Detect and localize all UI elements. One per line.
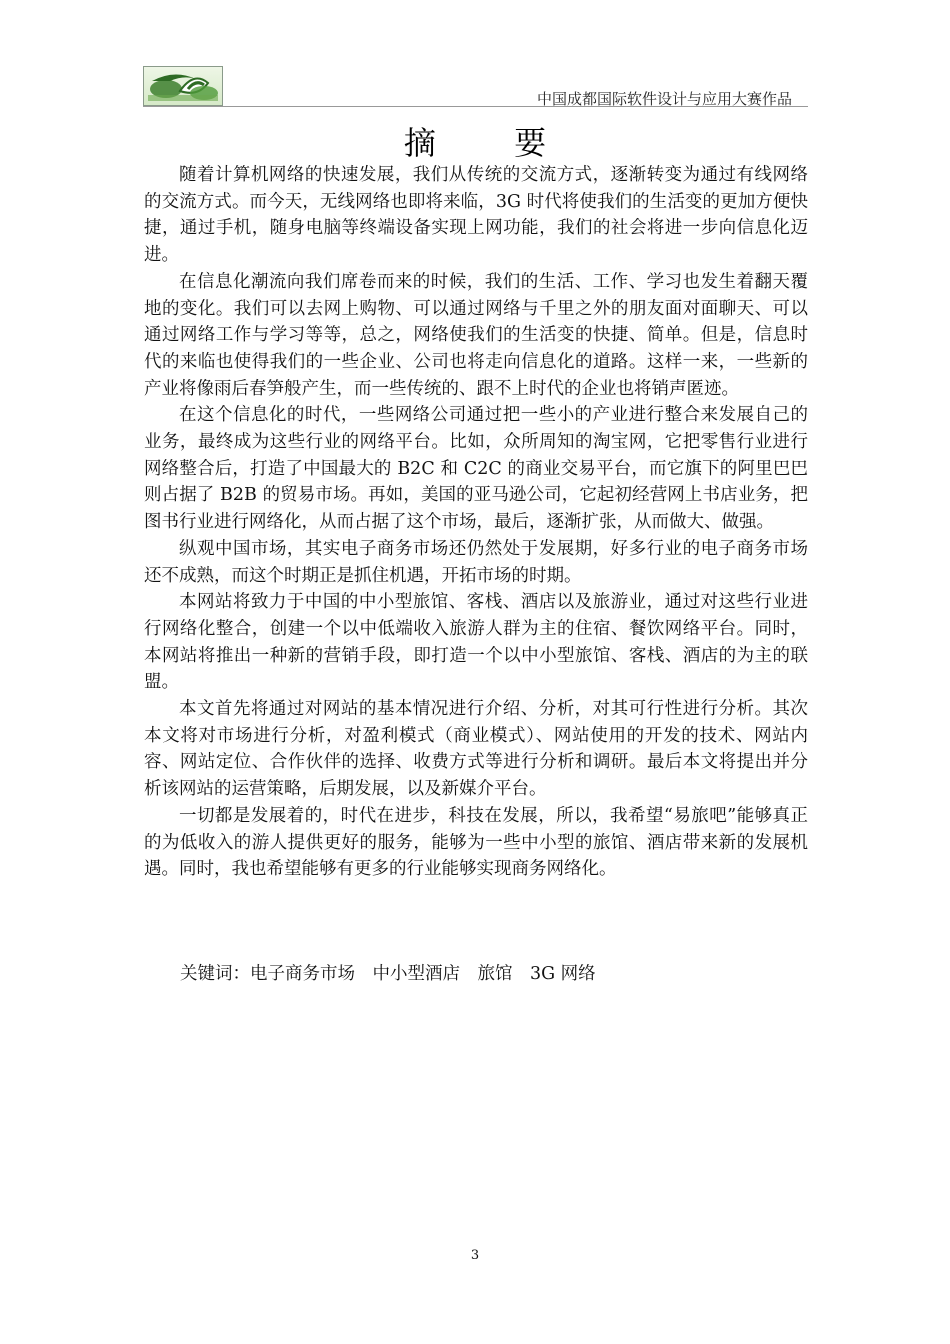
page-number: 3 [470, 1248, 480, 1263]
contest-logo-icon [143, 66, 223, 106]
abstract-body [144, 162, 808, 883]
paragraph-4: 纵观中国市场，其实电子商务市场还仍然处于发展期，好多行业的电子商务市场还不成熟，而这个时期正是抓住机遇，开拓市场的时期。 [144, 538, 808, 586]
keywords: 关键词：电子商务市场 中小型酒店 旅馆 3G 网络 [180, 964, 596, 984]
paragraph-1: 随着计算机网络的快速发展，我们从传统的交流方式，逐渐转变为通过有线网络的交流方式。而今天，无线网络也即将来临，3G 时代将使我们的生活变的更加方便快捷，通过手机，随身电脑等终端设备实现上网功能，我们的社会将进一步向信息化迈进。 [144, 165, 808, 266]
header-title: 中国成都国际软件设计与应用大赛作品 [536, 90, 792, 108]
header-divider [143, 106, 808, 107]
paragraph-6: 本文首先将通过对网站的基本情况进行介绍、分析，对其可行性进行分析。其次本文将对市场进行分析，对盈利模式（商业模式）、网站使用的开发的技术、网站内容、网站定位、合作伙伴的选择、收费方式等进行分析和调研。最后本文将提出并分析该网站的运营策略，后期发展，以及新媒介平台。 [144, 699, 808, 800]
page-title: 摘 要 [403, 124, 581, 162]
paragraph-5: 本网站将致力于中国的中小型旅馆、客栈、酒店以及旅游业，通过对这些行业进行网络化整合，创建一个以中低端收入旅游人群为主的住宿、餐饮网络平台。同时，本网站将推出一种新的营销手段，即打造一个以中小型旅馆、客栈、酒店的为主的联盟。 [144, 592, 808, 693]
paragraph-3: 在这个信息化的时代，一些网络公司通过把一些小的产业进行整合来发展自己的业务，最终成为这些行业的网络平台。比如，众所周知的淘宝网，它把零售行业进行网络整合后，打造了中国最大的 B2C 和 C2C 的商业交易平台，而它旗下的阿里巴巴则占据了 B2B 的贸易市场。再如，美国的亚马逊公司，它起初经营网上书店业务，把图书行业进行网络化，从而占据了这个市场，最后，逐渐扩张，从而做大、做强。 [144, 405, 808, 533]
paragraph-7: 一切都是发展着的，时代在进步，科技在发展，所以，我希望“易旅吧”能够真正的为低收入的游人提供更好的服务，能够为一些中小型的旅馆、酒店带来新的发展机遇。同时，我也希望能够有更多的行业能够实现商务网络化。 [144, 805, 808, 880]
paragraph-2: 在信息化潮流向我们席卷而来的时候，我们的生活、工作、学习也发生着翻天覆地的变化。我们可以去网上购物、可以通过网络与千里之外的朋友面对面聊天、可以通过网络工作与学习等等，总之，网络使我们的生活变的快捷、简单。但是，信息时代的来临也使得我们的一些企业、公司也将走向信息化的道路。这样一来，一些新的产业将像雨后春笋般产生，而一些传统的、跟不上时代的企业也将销声匿迹。 [144, 271, 808, 399]
